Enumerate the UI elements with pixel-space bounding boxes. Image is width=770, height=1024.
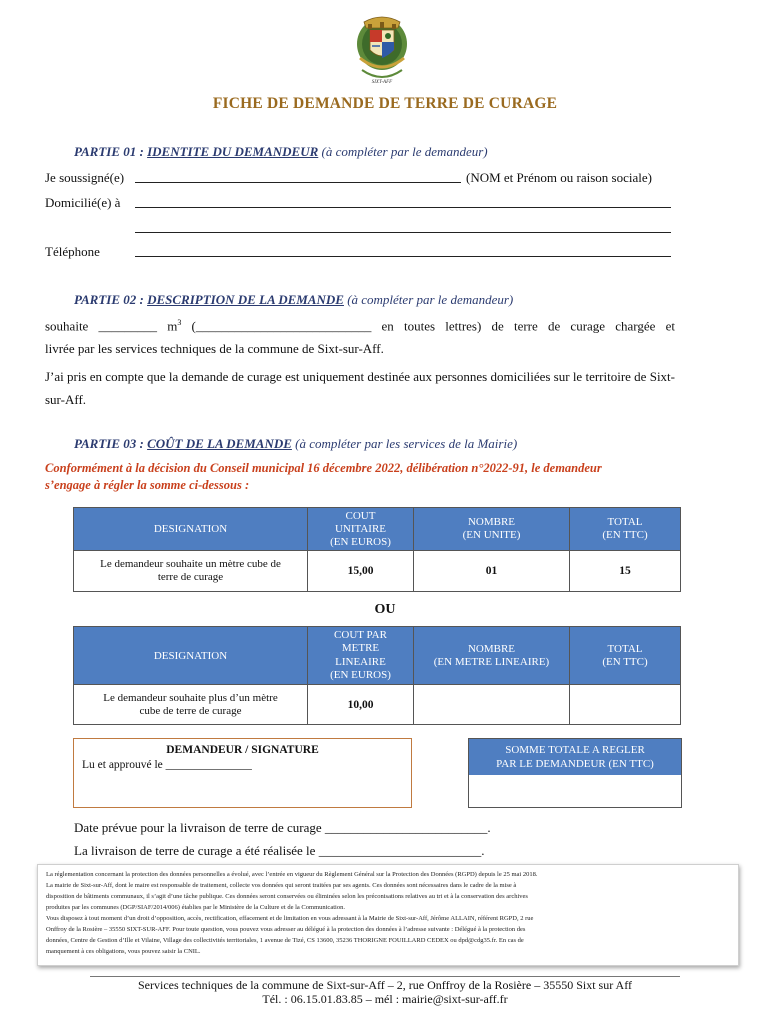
commune-crest-logo bbox=[354, 14, 410, 88]
part3-title: COÛT DE LA DEMANDE bbox=[147, 436, 292, 451]
part2-label: PARTIE 02 : bbox=[74, 292, 148, 307]
part3-heading bbox=[74, 436, 517, 452]
row-total: 15 bbox=[570, 551, 681, 592]
row-designation bbox=[74, 685, 308, 725]
row-designation-2: cube de terre de curage bbox=[139, 704, 242, 717]
council-decision bbox=[45, 460, 685, 494]
header-quantity-2: (EN UNITE) bbox=[462, 529, 521, 541]
header-total-1: TOTAL bbox=[607, 642, 643, 655]
or-separator: OU bbox=[374, 602, 396, 617]
footer-divider bbox=[90, 976, 680, 977]
header-quantity-1: NOMBRE bbox=[467, 516, 516, 528]
header-quantity bbox=[414, 508, 570, 551]
eligibility-notice: J’ai pris en compte que la demande de curage est uniquement destinée aux personnes domiciliées sur le territoire de Sixt-sur-Aff. bbox=[45, 369, 675, 407]
name-input-line[interactable] bbox=[135, 172, 461, 183]
part3-note: (à compléter par les services de la Mairie) bbox=[291, 436, 518, 451]
header-quantity-2: (EN METRE LINEAIRE) bbox=[433, 655, 550, 668]
gdpr-line: Onffroy de la Rosière – 35550 SIXT-SUR-AFF. Pour toute question, vous pouvez vous adresser au délégué à la protection des données à l’adresse suivante : Délégué à la protection des bbox=[46, 926, 526, 933]
quantity-request bbox=[45, 311, 675, 360]
part1-title: IDENTITE DU DEMANDEUR bbox=[147, 144, 319, 159]
linear-cost-table bbox=[73, 626, 681, 725]
part1-note: (à compléter par le demandeur) bbox=[318, 144, 488, 159]
row-designation-2: terre de curage bbox=[157, 571, 224, 583]
signature-title: DEMANDEUR / SIGNATURE bbox=[166, 744, 319, 756]
quantity-text-a: souhaite _________ m bbox=[45, 318, 178, 334]
page-title: FICHE DE DEMANDE DE TERRE DE CURAGE bbox=[212, 95, 558, 112]
gdpr-line: La mairie de Sixt-sur-Aff, dont le maire est responsable de traitement, collecte vos données qui seront traitées par ses agents. Ces données sont nécessaires dans le cadre de la mise à bbox=[46, 882, 517, 889]
approved-date-line: Lu et approuvé le _______________ bbox=[82, 759, 252, 771]
row-designation-1: Le demandeur souhaite un mètre cube de bbox=[100, 558, 281, 570]
footer-contact: Tél. : 06.15.01.83.85 – mél : mairie@sixt-sur-aff.fr bbox=[262, 992, 508, 1006]
domicile-label: Domicilié(e) à bbox=[45, 195, 121, 210]
council-decision-line1: Conformément à la décision du Conseil municipal 16 décembre 2022, délibération n°2022-91, le demandeur bbox=[45, 461, 602, 475]
part2-note: (à compléter par le demandeur) bbox=[343, 292, 514, 307]
part2-title: DESCRIPTION DE LA DEMANDE bbox=[147, 292, 344, 307]
header-total-2: (EN TTC) bbox=[602, 655, 648, 668]
part3-label: PARTIE 03 : bbox=[74, 436, 148, 451]
table-header-row bbox=[74, 627, 681, 685]
address-input-line-2[interactable] bbox=[135, 222, 671, 233]
planned-delivery-date: Date prévue pour la livraison de terre de curage _________________________. bbox=[74, 820, 491, 835]
unit-cost-table bbox=[73, 507, 681, 592]
header-designation: DESIGNATION bbox=[74, 508, 308, 551]
gdpr-line: Vous disposez à tout moment d’un droit d’opposition, accès, rectification, effacement et de limitation en vous adressant à la Mairie de Sixt-sur-Aff, Jérôme ALLAIN, référent RGPD, 2 rue bbox=[46, 915, 534, 922]
header-designation: DESIGNATION bbox=[74, 627, 308, 685]
soussigne-line bbox=[45, 170, 124, 186]
footer-address: Services techniques de la commune de Sixt-sur-Aff – 2, rue Onffroy de la Rosière – 35550 Sixt sur Aff bbox=[138, 978, 632, 992]
row-quantity: 01 bbox=[414, 551, 570, 592]
header-unit-cost-3: (EN EUROS) bbox=[330, 535, 391, 548]
council-decision-line2: s’engage à régler la somme ci-dessous : bbox=[45, 478, 250, 492]
row-designation bbox=[74, 551, 308, 592]
delivery-done-date: La livraison de terre de curage a été réalisée le _________________________. bbox=[74, 843, 485, 858]
header-quantity bbox=[414, 627, 570, 685]
cubic-sup: 3 bbox=[177, 318, 182, 327]
gdpr-line: produites par les communes (DGP/SIAF/2014/006) établies par le Ministère de la Culture et de la Communication. bbox=[46, 904, 345, 911]
part1-heading bbox=[74, 144, 488, 160]
table-row bbox=[74, 551, 681, 592]
address-input-line-1[interactable] bbox=[135, 197, 671, 208]
part2-heading bbox=[74, 292, 513, 308]
soussigne-hint: (NOM et Prénom ou raison sociale) bbox=[466, 170, 652, 185]
row-total-input[interactable] bbox=[570, 685, 681, 725]
header-linear-cost-4: (EN EUROS) bbox=[330, 669, 391, 681]
gdpr-line: données, Centre de Gestion d’Ille et Vilaine, Village des collectivités territoriales, 1 avenue de Tizé, CS 13600, 35236 THORIGNE FOUILLARD CEDEX ou dpd@cdg35.fr. En cas de bbox=[46, 937, 524, 944]
header-unit-cost-1: COUT bbox=[345, 509, 376, 522]
signature-box[interactable] bbox=[73, 738, 412, 808]
header-total bbox=[570, 508, 681, 551]
part1-label: PARTIE 01 : bbox=[74, 144, 148, 159]
header-unit-cost bbox=[308, 508, 414, 551]
row-quantity-input[interactable] bbox=[414, 685, 570, 725]
quantity-text-c: livrée par les services techniques de la commune de Sixt-sur-Aff. bbox=[45, 341, 384, 357]
header-linear-cost-2: METRE bbox=[341, 642, 380, 654]
header-quantity-1: NOMBRE bbox=[467, 642, 516, 655]
header-unit-cost-2: UNITAIRE bbox=[334, 522, 387, 535]
row-linear-cost: 10,00 bbox=[308, 685, 414, 725]
header-linear-cost-1: COUT PAR bbox=[334, 628, 387, 641]
table-row bbox=[74, 685, 681, 725]
total-amount-header-1: SOMME TOTALE A REGLER bbox=[505, 744, 645, 756]
total-amount-header bbox=[469, 739, 681, 775]
total-amount-header-2: PAR LE DEMANDEUR (EN TTC) bbox=[496, 758, 654, 770]
total-amount-box[interactable] bbox=[468, 738, 682, 808]
row-designation-1: Le demandeur souhaite plus d’un mètre bbox=[103, 691, 278, 704]
crest-motto: SIXT-AFF bbox=[371, 80, 393, 85]
telephone-input-line[interactable] bbox=[135, 246, 671, 257]
header-total bbox=[570, 627, 681, 685]
header-total-2: (EN TTC) bbox=[602, 529, 648, 541]
row-unit-cost: 15,00 bbox=[308, 551, 414, 592]
header-linear-cost bbox=[308, 627, 414, 685]
gdpr-line: La réglementation concernant la protection des données personnelles a évolué, avec l’entrée en vigueur du Règlement Général sur la Protection des Données (RGPD) depuis le 25 mai 2018. bbox=[46, 871, 538, 878]
quantity-text-b: (___________________________ en toutes lettres) de terre de curage chargée et bbox=[181, 318, 675, 334]
gdpr-line: manquement à ces obligations, vous pouvez saisir la CNIL. bbox=[46, 948, 201, 955]
gdpr-line: disposition de bâtiments communaux, il s’agit d’une tâche publique. Ces données seront conservées ou éliminées selon les préconisations relatives au tri et à la conservation des archives bbox=[46, 893, 528, 900]
soussigne-label: Je soussigné(e) bbox=[45, 170, 125, 185]
header-linear-cost-3: LINEAIRE bbox=[335, 655, 386, 668]
table-header-row bbox=[74, 508, 681, 551]
header-total-1: TOTAL bbox=[607, 516, 643, 528]
telephone-label: Téléphone bbox=[45, 244, 100, 259]
gdpr-notice bbox=[37, 864, 739, 966]
